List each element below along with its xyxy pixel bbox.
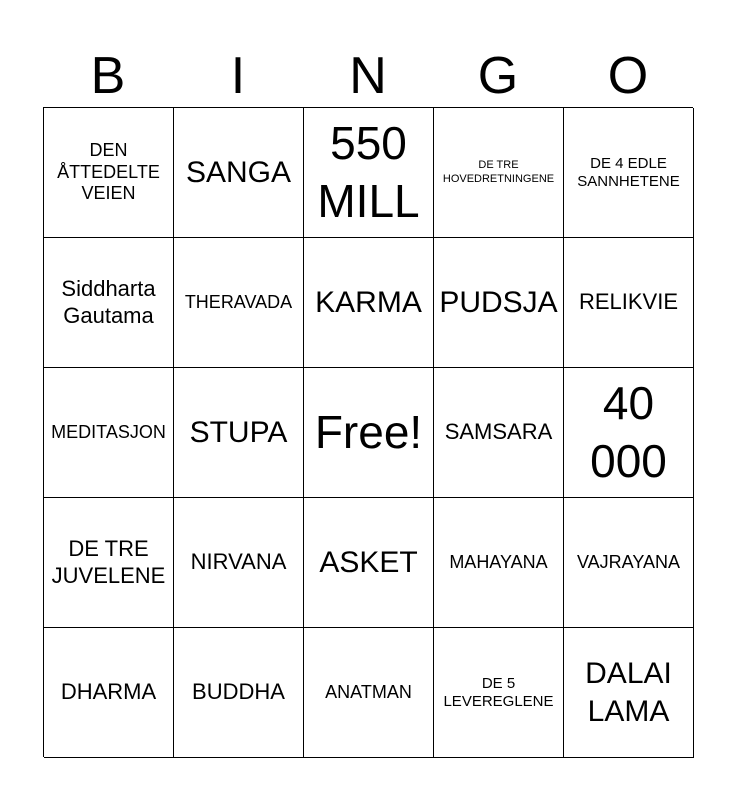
bingo-cell[interactable] — [434, 238, 564, 368]
cell-label: DALAI LAMA — [585, 657, 672, 728]
bingo-cell[interactable] — [434, 498, 564, 628]
cell-label: PUDSJA — [439, 285, 558, 319]
cell-label: MAHAYANA — [449, 551, 548, 572]
header-letter-b: B — [90, 47, 126, 105]
cell-label: DE TRE HOVEDRETNINGENE — [442, 159, 555, 185]
bingo-cell[interactable] — [304, 238, 434, 368]
cell-label: 550 MILL — [317, 117, 420, 227]
cell-label: Siddharta Gautama — [61, 276, 156, 328]
cell-label: DEN ÅTTEDELTE VEIEN — [57, 140, 160, 204]
header-letter-i: I — [230, 47, 246, 105]
bingo-header — [43, 44, 693, 108]
bingo-cell[interactable] — [44, 628, 174, 758]
bingo-cell[interactable] — [564, 108, 694, 238]
header-letter-n: N — [349, 47, 387, 105]
bingo-cell[interactable] — [564, 498, 694, 628]
bingo-cell[interactable] — [564, 238, 694, 368]
cell-label: VAJRAYANA — [576, 551, 681, 572]
bingo-cell[interactable] — [564, 368, 694, 498]
header-letter-g: G — [477, 47, 519, 105]
cell-label: SANGA — [185, 155, 292, 189]
cell-label: MEDITASJON — [51, 421, 166, 442]
bingo-cell[interactable] — [174, 628, 304, 758]
cell-label: Free! — [314, 405, 423, 458]
bingo-cell[interactable] — [44, 368, 174, 498]
bingo-board — [43, 107, 693, 757]
cell-label: STUPA — [189, 415, 288, 449]
cell-label: ASKET — [319, 545, 418, 579]
cell-label: DE 4 EDLE SANNHETENE — [577, 154, 680, 190]
cell-label: 40 000 — [590, 377, 667, 487]
bingo-cell[interactable] — [434, 628, 564, 758]
cell-label: THERAVADA — [184, 291, 293, 312]
bingo-cell[interactable] — [304, 498, 434, 628]
bingo-cell[interactable] — [434, 108, 564, 238]
cell-label: ANATMAN — [325, 681, 412, 702]
cell-label: BUDDHA — [192, 679, 285, 705]
cell-label: DE 5 LEVEREGLENE — [443, 674, 554, 710]
bingo-cell[interactable] — [174, 498, 304, 628]
header-letter-o: O — [607, 47, 649, 105]
cell-label: DHARMA — [60, 679, 157, 705]
cell-label: KARMA — [315, 285, 422, 319]
bingo-cell[interactable] — [304, 108, 434, 238]
cell-label: RELIKVIE — [578, 289, 679, 315]
bingo-cell[interactable] — [174, 238, 304, 368]
cell-label: DE TRE JUVELENE — [51, 536, 166, 588]
cell-label: SAMSARA — [444, 419, 553, 445]
bingo-cell[interactable] — [304, 628, 434, 758]
cell-label: NIRVANA — [190, 549, 287, 575]
bingo-cell[interactable] — [564, 628, 694, 758]
bingo-cell[interactable] — [174, 368, 304, 498]
bingo-cell[interactable] — [434, 368, 564, 498]
bingo-cell[interactable] — [44, 108, 174, 238]
bingo-cell[interactable] — [174, 108, 304, 238]
bingo-cell[interactable] — [44, 238, 174, 368]
free-space[interactable] — [304, 368, 434, 498]
bingo-cell[interactable] — [44, 498, 174, 628]
